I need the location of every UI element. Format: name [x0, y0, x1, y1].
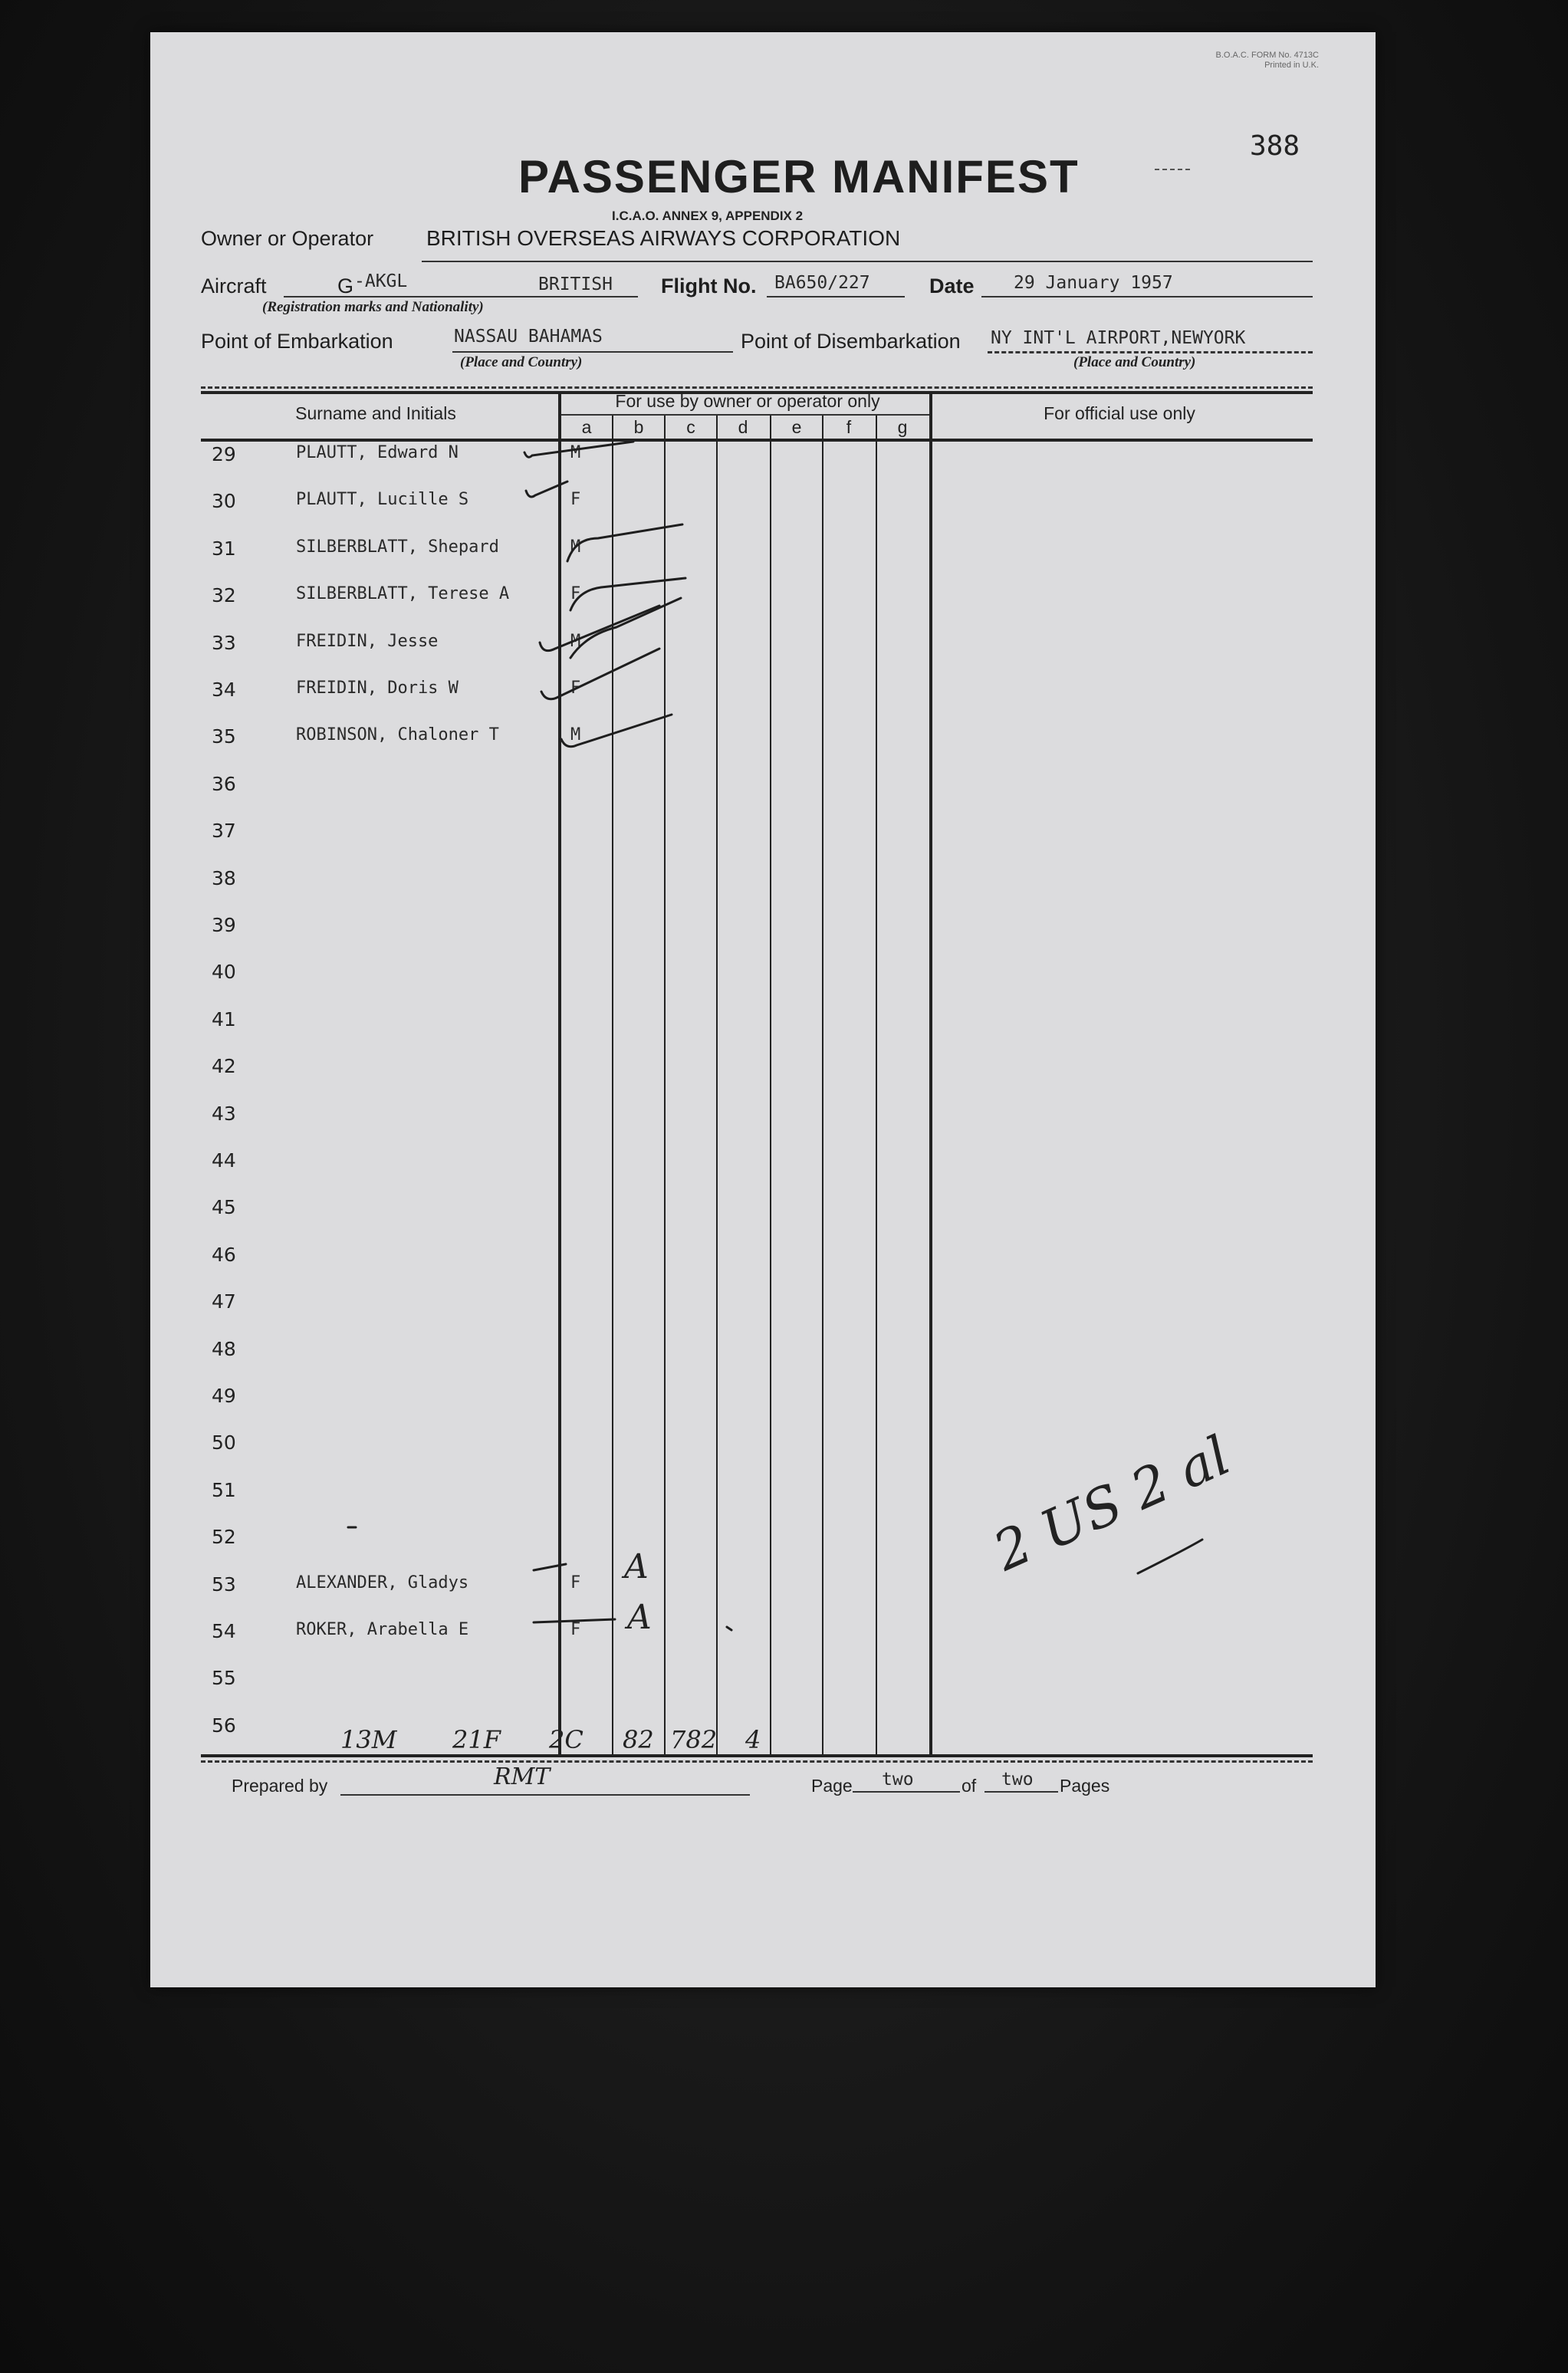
- aircraft-note: (Registration marks and Nationality): [262, 299, 484, 315]
- col-divider-e: [822, 416, 823, 1754]
- disembark-underline: [988, 351, 1313, 353]
- row-number: 53: [212, 1573, 236, 1596]
- sub-column-header: b: [633, 417, 644, 437]
- passenger-sex: F: [570, 490, 581, 509]
- prepared-underline: [340, 1794, 750, 1796]
- disembark-note: (Place and Country): [1073, 354, 1196, 370]
- row-number: 43: [212, 1103, 236, 1125]
- sub-column-header: e: [791, 417, 802, 437]
- form-code-line2: Printed in U.K.: [1264, 61, 1319, 70]
- page-subtitle: I.C.A.O. ANNEX 9, APPENDIX 2: [612, 209, 804, 223]
- col-divider-official: [929, 393, 932, 1754]
- row-number: 33: [212, 632, 236, 654]
- date-underline: [981, 296, 1313, 297]
- flight-label: Flight No.: [661, 274, 757, 297]
- total-col-c: 782: [670, 1725, 718, 1754]
- total-children: 2C: [549, 1725, 583, 1754]
- row-number: 38: [212, 867, 236, 889]
- sub-column-header: a: [581, 417, 592, 437]
- disembark-label: Point of Disembarkation: [741, 330, 961, 353]
- disembark-value: NY INT'L AIRPORT,NEWYORK: [991, 328, 1246, 348]
- sub-column-header: g: [897, 417, 908, 437]
- row-number: 31: [212, 537, 236, 560]
- official-note: 2 US 2 al: [985, 1424, 1239, 1583]
- sub-column-header: f: [846, 417, 852, 437]
- passenger-name: SILBERBLATT, Shepard: [296, 537, 499, 557]
- row-number: 35: [212, 725, 236, 748]
- aircraft-underline: [284, 296, 638, 297]
- total-col-d: 4: [745, 1725, 761, 1754]
- embark-value: NASSAU BAHAMAS: [454, 327, 603, 347]
- row-number: 41: [212, 1008, 236, 1030]
- col-divider-d: [770, 416, 771, 1754]
- aircraft-reg: G: [337, 274, 354, 297]
- col-header-surname: Surname and Initials: [295, 403, 456, 423]
- table-bottom-rule-2: [201, 1760, 1313, 1763]
- of-value: two: [1001, 1770, 1034, 1790]
- page-value: two: [882, 1770, 914, 1790]
- owner-value: BRITISH OVERSEAS AIRWAYS CORPORATION: [426, 226, 901, 250]
- row-number: 56: [212, 1714, 236, 1737]
- page-title: PASSENGER MANIFEST: [518, 151, 1080, 202]
- col-header-official: For official use only: [1044, 403, 1195, 423]
- passenger-sex: M: [570, 537, 581, 557]
- flight-value: BA650/227: [774, 273, 870, 293]
- aircraft-reg-suffix: -AKGL: [354, 271, 408, 291]
- row-number: 52: [212, 1526, 236, 1548]
- total-col-b: 82: [623, 1725, 654, 1754]
- row-number: 46: [212, 1244, 236, 1266]
- passenger-name: PLAUTT, Edward N: [296, 443, 459, 462]
- date-label: Date: [929, 274, 975, 297]
- of-underline: [985, 1791, 1058, 1793]
- row-number: 45: [212, 1196, 236, 1218]
- passenger-name: FREIDIN, Jesse: [296, 632, 439, 651]
- table-header-bottom-rule: [201, 439, 1313, 442]
- row-number: 44: [212, 1149, 236, 1172]
- passenger-sex: F: [570, 584, 581, 603]
- table-bottom-rule: [201, 1754, 1313, 1757]
- col-header-owner-use: For use by owner or operator only: [615, 391, 880, 411]
- row-number: 48: [212, 1338, 236, 1360]
- table-top-rule: [201, 386, 1313, 389]
- row-number: 36: [212, 773, 236, 795]
- row-number: 55: [212, 1667, 236, 1689]
- prepared-label: Prepared by: [232, 1776, 328, 1796]
- col-b-mark-54: A: [627, 1598, 652, 1637]
- total-female: 21F: [452, 1725, 501, 1754]
- passenger-sex: M: [570, 725, 581, 744]
- row-number: 47: [212, 1290, 236, 1313]
- page-label: Page: [811, 1776, 853, 1796]
- passenger-sex: F: [570, 1620, 581, 1639]
- prepared-value: RMT: [494, 1763, 551, 1790]
- row-number: 42: [212, 1055, 236, 1077]
- aircraft-nationality: BRITISH: [538, 274, 613, 294]
- manifest-paper: [150, 32, 1376, 1987]
- passenger-sex: F: [570, 1573, 581, 1592]
- row-number: 32: [212, 584, 236, 606]
- row-number: 40: [212, 961, 236, 983]
- owner-label: Owner or Operator: [201, 227, 374, 250]
- passenger-name: ROKER, Arabella E: [296, 1620, 469, 1639]
- row-number: 34: [212, 679, 236, 701]
- passenger-sex: M: [570, 632, 581, 651]
- row-number: 30: [212, 490, 236, 512]
- aircraft-label: Aircraft: [201, 274, 267, 297]
- passenger-name: ALEXANDER, Gladys: [296, 1573, 469, 1592]
- row-number: 50: [212, 1431, 236, 1454]
- col-divider-a: [612, 416, 613, 1754]
- row-number: 37: [212, 820, 236, 842]
- form-code: [1150, 51, 1319, 71]
- flight-underline: [767, 296, 905, 297]
- row-number: 39: [212, 914, 236, 936]
- owner-use-rule: [561, 414, 929, 416]
- passenger-name: ROBINSON, Chaloner T: [296, 725, 499, 744]
- passenger-name: PLAUTT, Lucille S: [296, 490, 469, 509]
- row-number: 29: [212, 443, 236, 465]
- embark-underline: [452, 351, 733, 353]
- row-number: 49: [212, 1385, 236, 1407]
- owner-underline: [422, 261, 1313, 262]
- date-value: 29 January 1957: [1014, 273, 1173, 293]
- pages-label: Pages: [1060, 1776, 1110, 1796]
- embark-note: (Place and Country): [460, 354, 583, 370]
- passenger-name: SILBERBLATT, Terese A: [296, 584, 510, 603]
- total-male: 13M: [340, 1725, 397, 1754]
- row-number: 54: [212, 1620, 236, 1642]
- sub-column-header: d: [738, 417, 748, 437]
- page-underline: [853, 1791, 960, 1793]
- of-label: of: [962, 1776, 977, 1796]
- col-divider-f: [876, 416, 877, 1754]
- col-divider-c: [716, 416, 718, 1754]
- header-dash: [1155, 169, 1190, 170]
- col-divider-b: [664, 416, 666, 1754]
- col-b-mark-53: A: [624, 1547, 649, 1586]
- page-number: 388: [1250, 130, 1300, 162]
- passenger-name: FREIDIN, Doris W: [296, 679, 459, 698]
- embark-label: Point of Embarkation: [201, 330, 393, 353]
- col-divider-surname: [558, 393, 561, 1754]
- passenger-sex: M: [570, 443, 581, 462]
- sub-column-header: c: [686, 417, 695, 437]
- passenger-sex: F: [570, 679, 581, 698]
- row-number: 51: [212, 1479, 236, 1501]
- form-code-line1: B.O.A.C. FORM No. 4713C: [1215, 51, 1319, 60]
